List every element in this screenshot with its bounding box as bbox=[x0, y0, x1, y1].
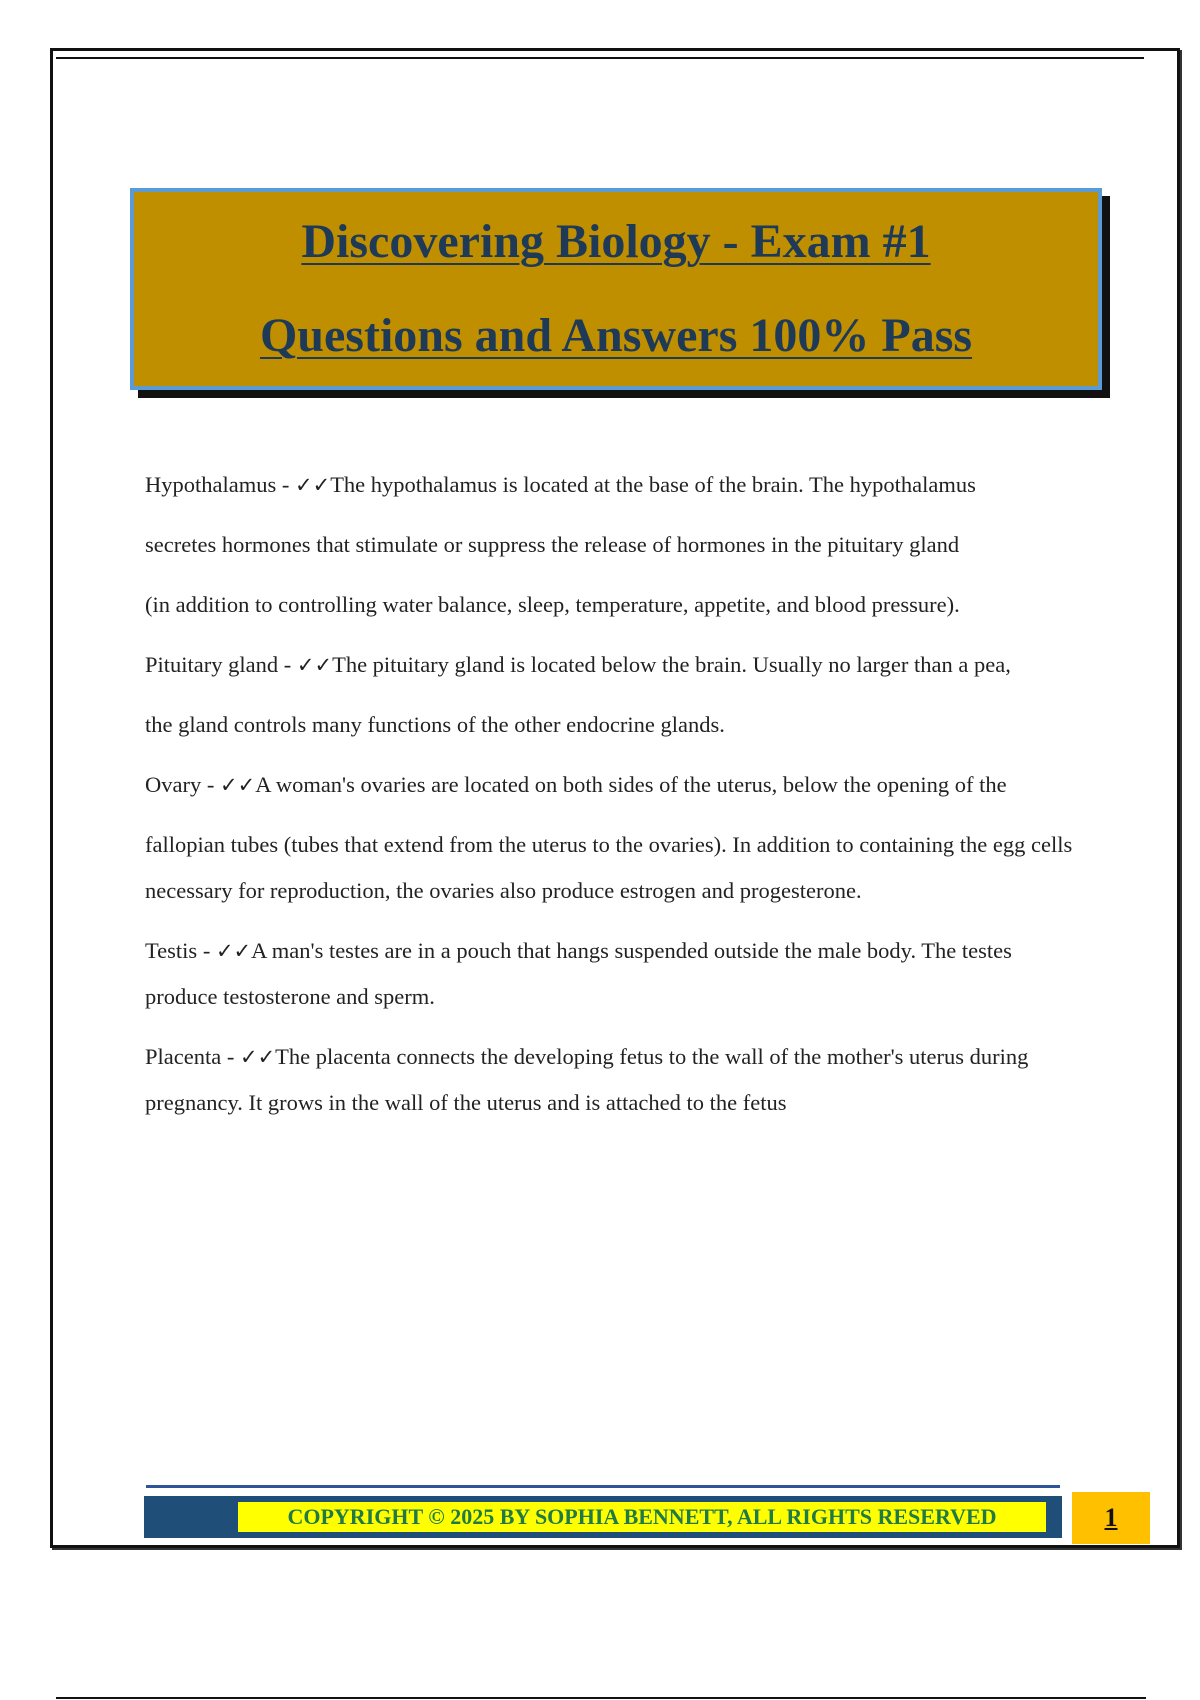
separator: - bbox=[197, 938, 216, 963]
term: Pituitary gland bbox=[145, 652, 279, 677]
check-icon: ✓✓ bbox=[215, 939, 252, 963]
paragraph: (in addition to controlling water balance, sleep, temperature, appetite, and blood pressure). bbox=[145, 592, 960, 617]
paragraph: the gland controls many functions of the other endocrine glands. bbox=[145, 712, 725, 737]
term: Testis bbox=[145, 938, 198, 963]
footer-rule bbox=[146, 1485, 1060, 1488]
page-number-box bbox=[1072, 1492, 1150, 1544]
term: Ovary bbox=[145, 772, 202, 797]
answer: The placenta connects the developing fetus to the wall of the mother's uterus during pregnancy. It grows in the wall of the uterus and is attached to the fetus bbox=[145, 1044, 1029, 1115]
paragraph: secretes hormones that stimulate or suppress the release of hormones in the pituitary gland bbox=[145, 532, 960, 557]
answer: A man's testes are in a pouch that hangs suspended outside the male body. The testes produce testosterone and sperm. bbox=[145, 938, 1012, 1009]
copyright-notice: COPYRIGHT © 2025 BY SOPHIA BENNETT, ALL RIGHTS RESERVED bbox=[238, 1502, 1046, 1532]
title-line-2: Questions and Answers 100% Pass bbox=[259, 309, 973, 362]
check-icon: ✓✓ bbox=[219, 773, 256, 797]
title-line-1: Discovering Biology - Exam #1 bbox=[301, 215, 931, 268]
answer: The hypothalamus is located at the base of the brain. The hypothalamus bbox=[330, 472, 976, 497]
check-icon: ✓✓ bbox=[239, 1045, 276, 1069]
separator: - bbox=[276, 472, 295, 497]
check-icon: ✓✓ bbox=[294, 473, 331, 497]
qa-item-placenta bbox=[145, 1034, 1085, 1126]
separator: - bbox=[221, 1044, 240, 1069]
page-number: 1 bbox=[1104, 1503, 1118, 1532]
answer: The pituitary gland is located below the brain. Usually no larger than a pea, bbox=[332, 652, 1011, 677]
term: Hypothalamus bbox=[145, 472, 277, 497]
separator: - bbox=[201, 772, 220, 797]
qa-item-pituitary bbox=[145, 642, 1085, 688]
separator: - bbox=[278, 652, 297, 677]
term: Placenta bbox=[145, 1044, 222, 1069]
check-icon: ✓✓ bbox=[296, 653, 333, 677]
qa-content bbox=[145, 462, 1085, 1140]
bottom-rule bbox=[56, 1697, 1146, 1699]
answer: A woman's ovaries are located on both sides of the uterus, below the opening of the bbox=[255, 772, 1007, 797]
qa-item-hypothalamus bbox=[145, 462, 1085, 508]
qa-item-testis bbox=[145, 928, 1085, 1020]
top-rule bbox=[56, 57, 1144, 59]
qa-item-ovary bbox=[145, 762, 1085, 808]
title-banner bbox=[130, 188, 1102, 390]
paragraph: fallopian tubes (tubes that extend from the uterus to the ovaries). In addition to containing the egg cells necessary for reproduction, the ovaries also produce estrogen and progesterone. bbox=[145, 832, 1073, 903]
